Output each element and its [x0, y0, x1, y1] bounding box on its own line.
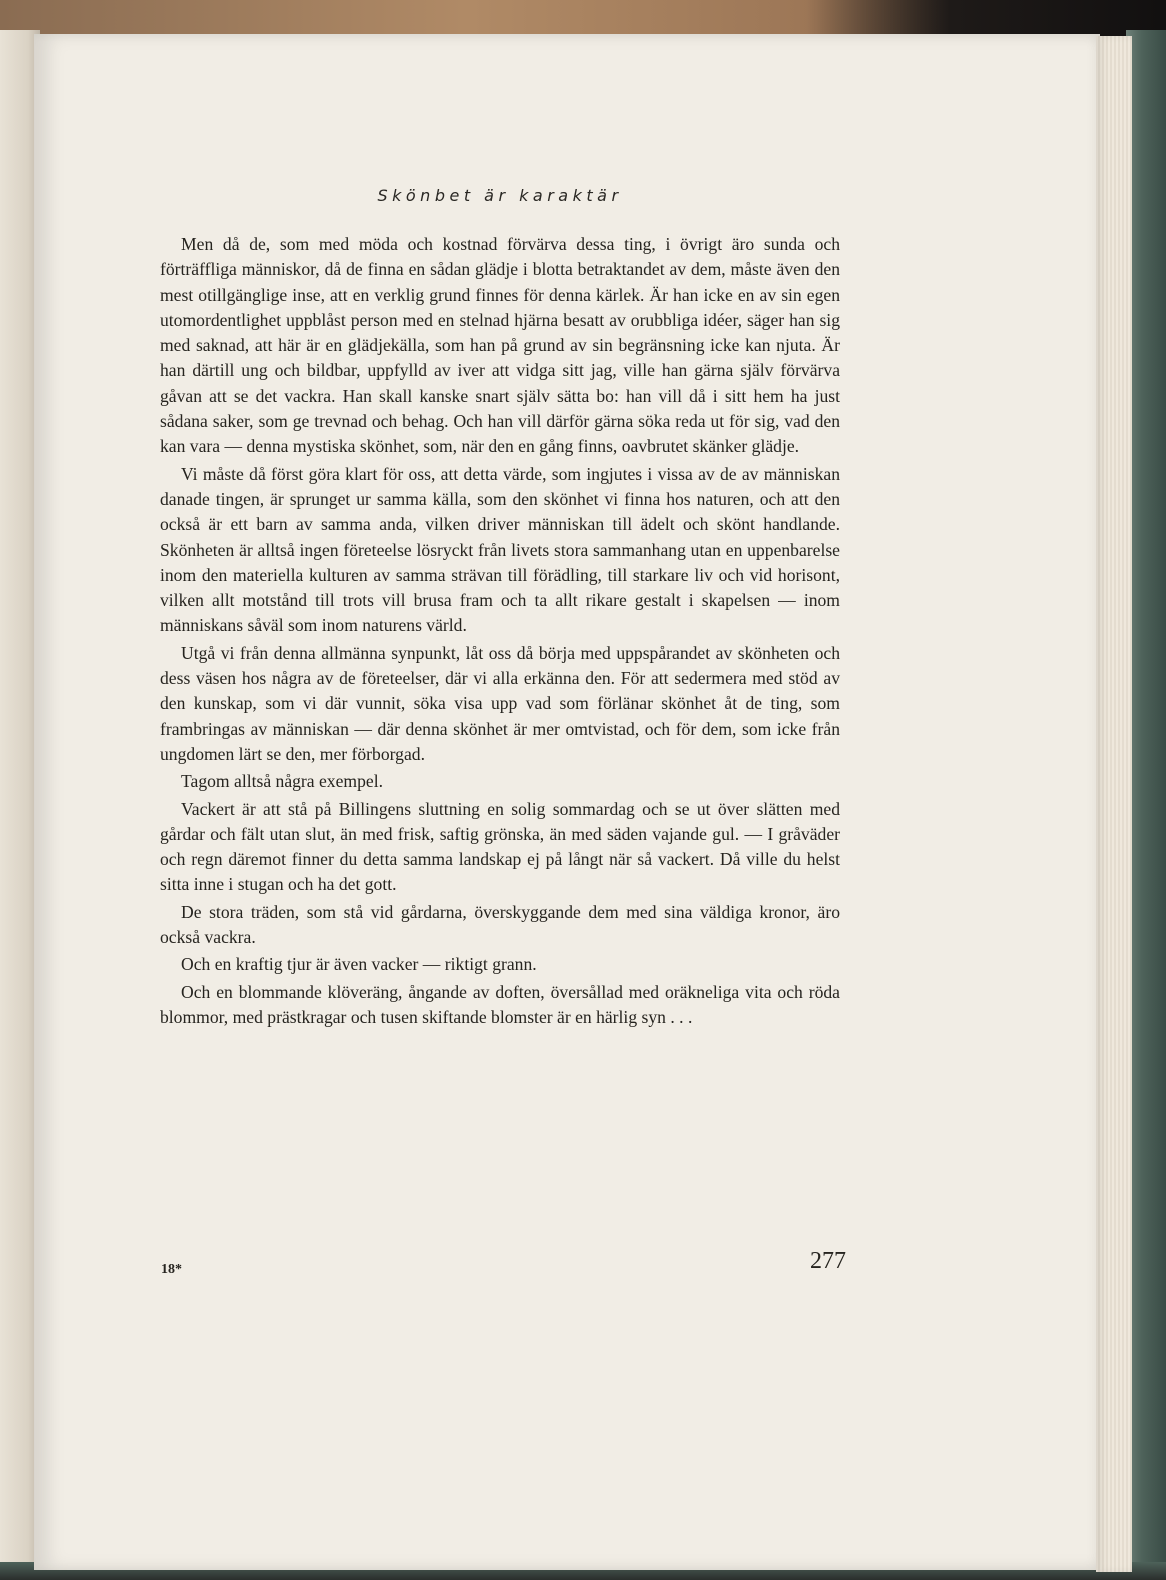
paragraph: Vackert är att stå på Billingens sluttning en solig sommardag och se ut över slätten med gårdar och fält utan slut, än med frisk, saftig grönska, än med säden vajande gul. — I gråväder och regn däremot finner du detta samma landskap ej på långt när så vackert. Då ville du helst sitta inne i stugan och ha det gott.	[160, 798, 840, 895]
book-cover-right	[1126, 30, 1166, 1580]
paragraph: Och en kraftig tjur är även vacker — riktigt grann.	[181, 954, 537, 975]
page-edges	[1096, 36, 1132, 1572]
paragraph: Vi måste då först göra klart för oss, att detta värde, som ingjutes i vissa av de av människan danade tingen, är sprunget ur samma källa, som den skönhet vi finna hos naturen, och att den också är ett barn av samma anda, vilken driver människan till ädelt och skönt handlande. Skönheten är alltså ingen företeelse lösryckt från livets stora sammanhang utan en uppenbarelse inom den materiella kulturen av samma strävan till förädling, till starkare liv och vid horisont, vilken allt motstånd till trots vill brusa fram och ta allt rikare gestalt i skapelsen — inom människans såväl som inom naturens värld.	[160, 463, 840, 636]
paragraph: De stora träden, som stå vid gårdarna, överskyggande dem med sina väldiga kronor, äro också vackra.	[160, 901, 840, 948]
paragraph: Utgå vi från denna allmänna synpunkt, låt oss då börja med uppspårandet av skönheten och dess väsen hos några av de företeelser, där vi alla erkänna den. För att sedermera med stöd av den kunskap, som vi där vunnit, söka visa upp vad som förlänar skönhet åt de ting, som frambringas av människan — där denna skönhet är mer omtvistad, och för dem, som icke från ungdomen lärt se den, mer förborgad.	[160, 642, 840, 764]
signature-mark: 18*	[161, 1262, 182, 1277]
paragraph: Men då de, som med möda och kostnad förvärva dessa ting, i övrigt äro sunda och förträffliga människor, då de finna en sådan glädje i blotta betraktandet av dem, måste även den mest otillgänglige inse, att en verklig grund finnes för denna kärlek. Är han icke en av sin egen utomordentlighet uppblåst person med en stelnad hjärna besatt av orubbliga idéer, säger han sig med saknad, att här är en glädjekälla, som han på grund av sin begränsning icke kan njuta. Är han därtill ung och bildbar, uppfylld av iver att vidga sitt jag, ville han gärna själv förvärva gåvan att se det vackra. Han skall kanske snart själv sätta bo: han vill då i sitt hem ha just sådana saker, som ge trevnad och behag. Och han vill därför gärna söka reda ut för sig, vad den kan vara — denna mystiska skönhet, som, när den en gång finns, oavbrutet skänker glädje.	[160, 234, 840, 457]
book-page	[34, 34, 1100, 1570]
body-text	[160, 232, 840, 1032]
paragraph: Tagom alltså några exempel.	[181, 771, 383, 792]
page-number: 277	[810, 1248, 846, 1274]
running-head: Skönbet är karaktär	[377, 186, 623, 205]
paragraph: Och en blommande klöveräng, ångande av doften, översållad med oräkneliga vita och röda blommor, med prästkragar och tusen skiftande blomster är en härlig syn . . .	[160, 981, 840, 1027]
